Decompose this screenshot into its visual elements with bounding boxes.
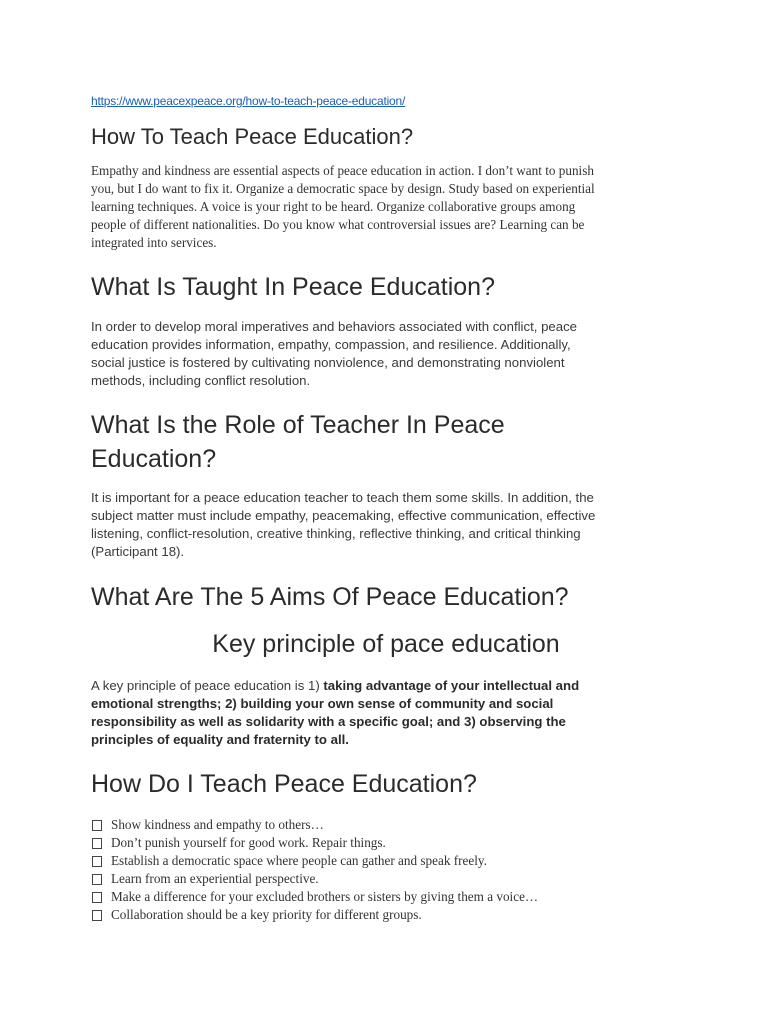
checkbox-bullet-icon [92, 838, 102, 849]
checkbox-bullet-icon [92, 910, 102, 921]
section-paragraph-how-to-teach: Empathy and kindness are essential aspects of peace education in action. I don’t want to punish you, but I do want to fix it. Organize a democratic space by design. Study based on experiential learning techniques. A voice is your right to be heard. Organize collaborative groups among people of different nationalities. Do you know what controversial issues are? Learning can be integrated into services. [91, 163, 595, 250]
list-item: Learn from an experiential perspective. [91, 870, 538, 888]
section-paragraph-what-is-taught: In order to develop moral imperatives and behaviors associated with conflict, peace education provides information, empathy, compassion, and resilience. Additionally, social justice is fostered by cultivating nonviolence, and demonstrating nonviolent methods, including conflict resolution. [91, 319, 577, 388]
section-heading-five-aims: What Are The 5 Aims Of Peace Education? [91, 583, 569, 611]
source-link[interactable]: https://www.peacexpeace.org/how-to-teach-peace-education/ [91, 94, 406, 108]
section-paragraph-role-of-teacher: It is important for a peace education teacher to teach them some skills. In addition, the subject matter must include empathy, peacemaking, effective communication, effective listening, conflict-resolution, creative thinking, reflective thinking, and critical thinking (Participant 18). [91, 490, 596, 559]
section-heading-role-of-teacher: What Is the Role of Teacher In Peace Education? [91, 411, 505, 473]
checkbox-bullet-icon [92, 820, 102, 831]
section-heading-how-to-teach: How To Teach Peace Education? [91, 124, 414, 149]
list-item: Make a difference for your excluded brothers or sisters by giving them a voice… [91, 888, 538, 906]
list-item: Don’t punish yourself for good work. Repair things. [91, 834, 538, 852]
list-item: Show kindness and empathy to others… [91, 816, 538, 834]
checkbox-bullet-icon [92, 856, 102, 867]
list-item: Establish a democratic space where people can gather and speak freely. [91, 852, 538, 870]
checkbox-bullet-icon [92, 892, 102, 903]
section-heading-what-is-taught: What Is Taught In Peace Education? [91, 273, 495, 301]
bullet-list [91, 816, 538, 924]
subheading-key-principle: Key principle of pace education [212, 630, 560, 658]
section-heading-how-do-i-teach: How Do I Teach Peace Education? [91, 770, 477, 798]
checkbox-bullet-icon [92, 874, 102, 885]
list-item: Collaboration should be a key priority for different groups. [91, 906, 538, 924]
section-paragraph-key-principle: A key principle of peace education is 1) taking advantage of your intellectual and emotional strengths; 2) building your own sense of community and social responsibility as well as solidarity with a specific goal; and 3) observing the principles of equality and fraternity to all. [91, 678, 580, 747]
